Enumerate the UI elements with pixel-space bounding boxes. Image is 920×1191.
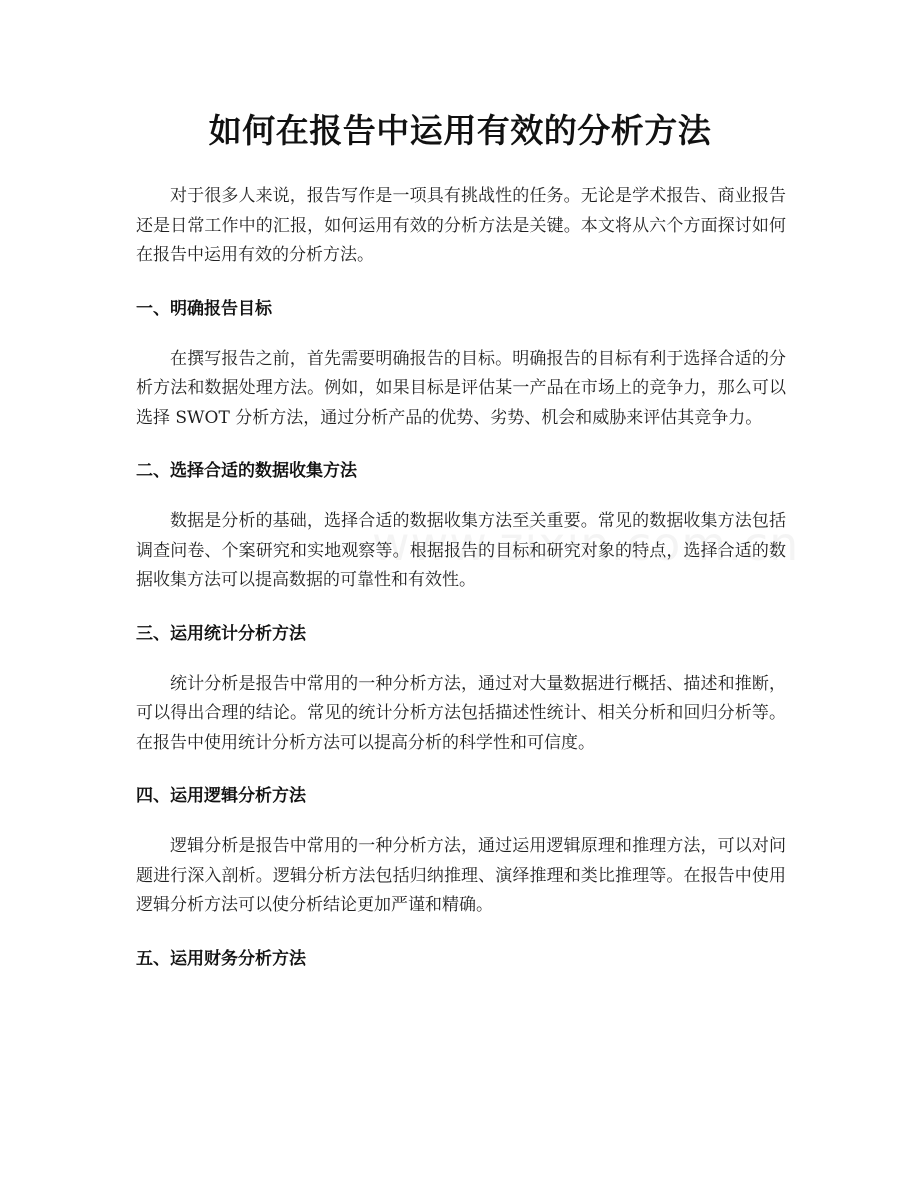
- section-heading-3: 三、运用统计分析方法: [136, 623, 306, 644]
- section-body-2: 数据是分析的基础，选择合适的数据收集方法至关重要。常见的数据收集方法包括调查问卷、个案研究和实地观察等。根据报告的目标和研究对象的特点，选择合适的数据收集方法可以提高数据的可靠性和有效性。: [136, 511, 786, 590]
- document-body: [136, 182, 786, 971]
- section-heading-5: 五、运用财务分析方法: [136, 948, 306, 969]
- section-heading-2: 二、选择合适的数据收集方法: [136, 461, 357, 481]
- document-title: 如何在报告中运用有效的分析方法: [208, 111, 712, 150]
- section-heading-4: 四、运用逻辑分析方法: [136, 786, 306, 806]
- section-heading-1: 一、明确报告目标: [136, 298, 272, 319]
- section-body-1: 在撰写报告之前，首先需要明确报告的目标。明确报告的目标有利于选择合适的分析方法和数据处理方法。例如，如果目标是评估某一产品在市场上的竞争力，那么可以选择 SWOT 分析方法，通过分析产品的优势、劣势、机会和威胁来评估其竞争力。: [136, 348, 786, 428]
- intro-paragraph: 对于很多人来说，报告写作是一项具有挑战性的任务。无论是学术报告、商业报告还是日常工作中的汇报，如何运用有效的分析方法是关键。本文将从六个方面探讨如何在报告中运用有效的分析方法。: [136, 186, 786, 265]
- section-body-4: 逻辑分析是报告中常用的一种分析方法，通过运用逻辑原理和推理方法，可以对问题进行深入剖析。逻辑分析方法包括归纳推理、演绎推理和类比推理等。在报告中使用逻辑分析方法可以使分析结论更加严谨和精确。: [136, 836, 786, 915]
- section-body-3: 统计分析是报告中常用的一种分析方法，通过对大量数据进行概括、描述和推断，可以得出合理的结论。常见的统计分析方法包括描述性统计、相关分析和回归分析等。在报告中使用统计分析方法可以提高分析的科学性和可信度。: [136, 673, 786, 753]
